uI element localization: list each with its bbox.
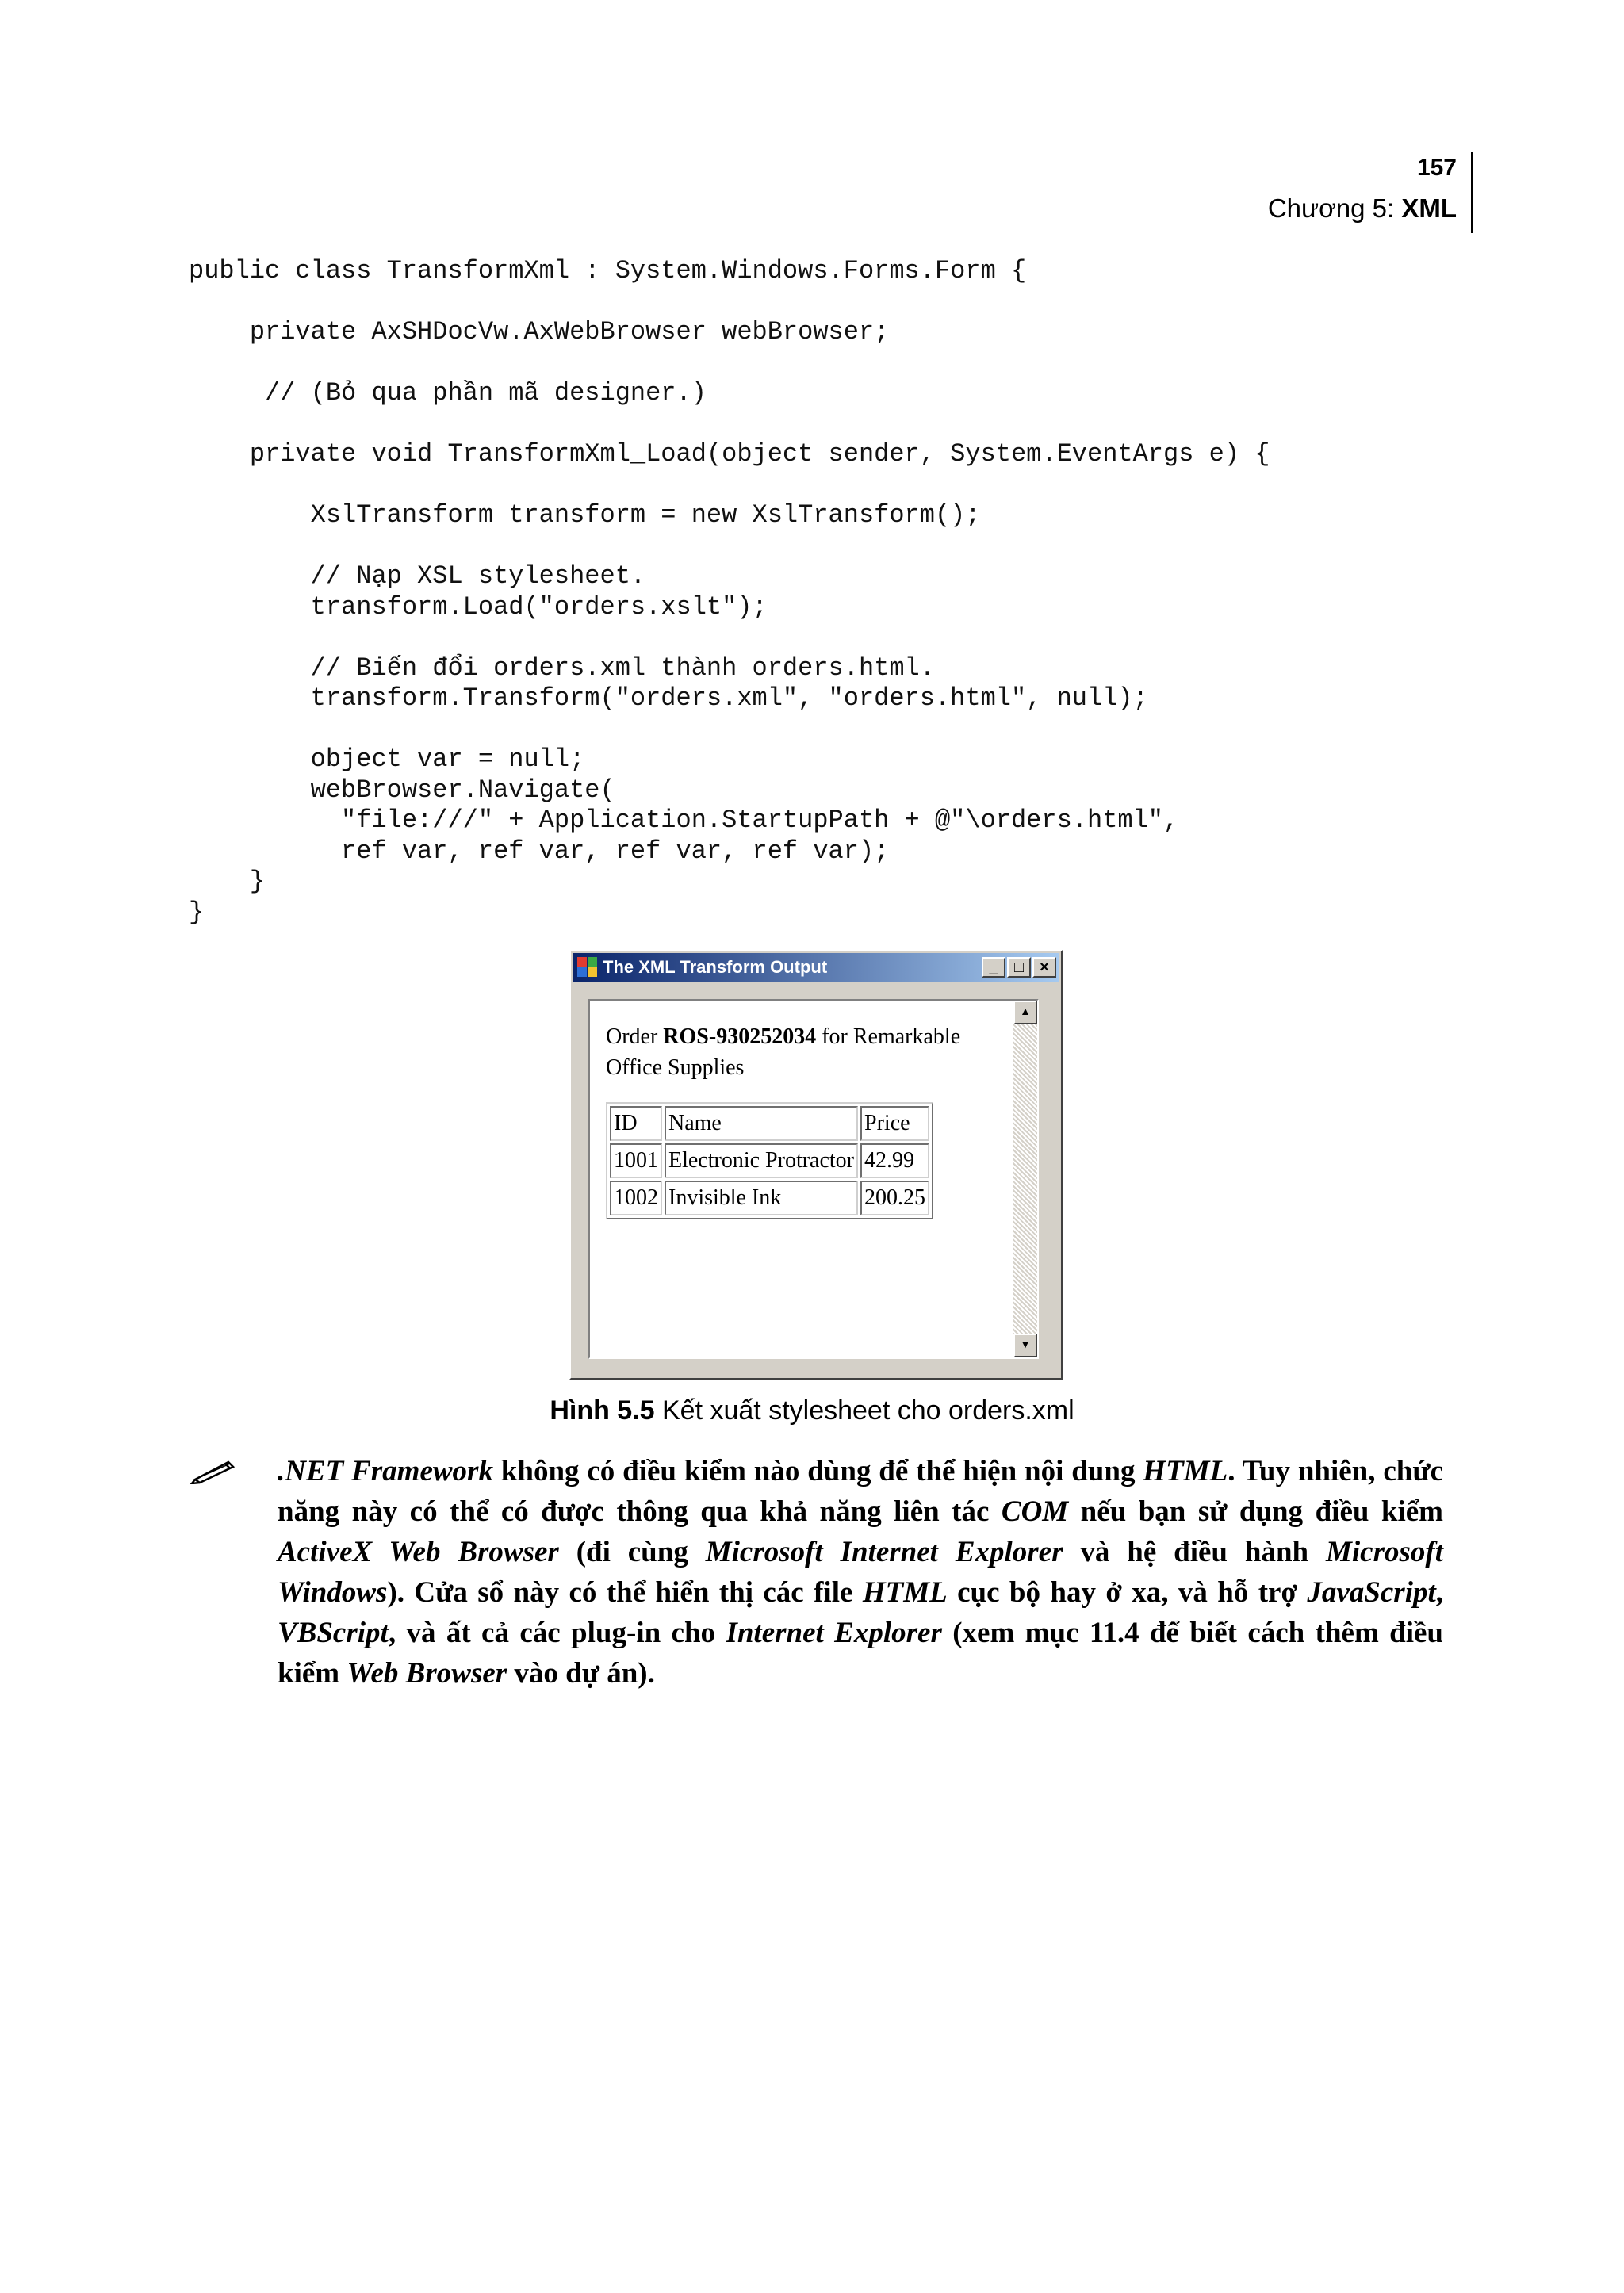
cell-price: 42.99	[860, 1143, 929, 1178]
note-fragment: nếu bạn sử dụng điều kiểm	[1068, 1495, 1444, 1528]
caption-text: Kết xuất stylesheet cho orders.xml	[654, 1395, 1074, 1426]
header-id: ID	[610, 1106, 662, 1141]
note-fragment: Microsoft Windows	[278, 1536, 1443, 1609]
app-icon	[577, 957, 598, 978]
browser-content	[606, 1021, 1002, 1219]
order-suffix: for Remarkable Office Supplies	[606, 1024, 961, 1080]
window-title: The XML Transform Output	[603, 957, 828, 977]
scroll-up-button[interactable]: ▲	[1013, 1001, 1037, 1024]
note-fragment: JavaScript	[1307, 1576, 1436, 1609]
header-name: Name	[665, 1106, 858, 1141]
chapter-title	[1268, 190, 1457, 227]
header-price: Price	[860, 1106, 929, 1141]
order-id: ROS-930252034	[663, 1024, 817, 1049]
order-prefix: Order	[606, 1024, 664, 1049]
table-header-row	[610, 1106, 929, 1141]
note-fragment: ,	[1435, 1576, 1444, 1609]
note-fragment: (xem mục 11.4 để biết cách thêm điều kiểm	[278, 1617, 1444, 1690]
close-button[interactable]: ×	[1032, 957, 1056, 978]
chapter-prefix: Chương 5:	[1267, 193, 1402, 223]
vertical-scrollbar[interactable]	[1013, 1001, 1037, 1357]
code-listing: public class TransformXml : System.Windows.Forms.Form { private AxSHDocVw.AxWebBrowser webBrowser; // (Bỏ qua phần mã designer.) private void TransformXml_Load(object sender, System.EventArgs e) { XslTransform transform = new XslTransform(); // Nạp XSL stylesheet. transform.Load("orders.xslt"); // Biến đổi orders.xml thành orders.html. transform.Transform("orders.xml", "orders.html", null); object var = null; webBrowser.Navigate( "file:///" + Application.StartupPath + @"\orders.html", ref var, ref var, ref var, ref var); } }	[189, 256, 1270, 927]
cell-id: 1002	[610, 1181, 662, 1215]
note-fragment: cục bộ hay ở xa, và hỗ trợ	[947, 1576, 1308, 1609]
page-header	[1268, 152, 1473, 233]
note-fragment: HTML	[862, 1576, 948, 1609]
figure-caption	[0, 1395, 1624, 1426]
note-fragment: (đi cùng	[558, 1536, 706, 1568]
order-heading	[606, 1021, 1002, 1083]
note-fragment: ). Cửa sổ này có thể hiển thị các file	[387, 1576, 863, 1609]
minimize-button[interactable]: _	[982, 957, 1005, 978]
xml-transform-window	[569, 950, 1063, 1380]
window-titlebar[interactable]	[573, 953, 1059, 982]
note-fragment: ActiveX Web Browser	[278, 1536, 559, 1568]
cell-price: 200.25	[860, 1181, 929, 1215]
note-fragment: COM	[1001, 1495, 1069, 1528]
table-row	[610, 1143, 929, 1178]
note-fragment: không có điều kiểm nào dùng để thể hiện nội dung	[492, 1455, 1143, 1487]
scroll-down-button[interactable]: ▼	[1013, 1334, 1037, 1357]
cell-name: Invisible Ink	[665, 1181, 858, 1215]
note-fragment: Microsoft Internet Explorer	[705, 1536, 1063, 1568]
maximize-button[interactable]: □	[1007, 957, 1031, 978]
note-fragment: Web Browser	[347, 1657, 508, 1690]
pencil-note-icon	[190, 1456, 238, 1484]
caption-label: Hình 5.5	[550, 1395, 655, 1426]
note-fragment: , và ất cả các plug-in cho	[388, 1617, 726, 1649]
page-number: 157	[1416, 155, 1457, 181]
note-fragment: .NET Framework	[278, 1455, 493, 1487]
orders-table	[606, 1102, 933, 1219]
cell-name: Electronic Protractor	[665, 1143, 858, 1178]
note-paragraph	[278, 1451, 1443, 1694]
note-fragment: và hệ điều hành	[1063, 1536, 1326, 1568]
note-fragment: HTML	[1143, 1455, 1228, 1487]
note-fragment: . Tuy nhiên, chức năng này có thể có được thông qua khả năng liên tác	[278, 1455, 1443, 1528]
table-row	[610, 1181, 929, 1215]
cell-id: 1001	[610, 1143, 662, 1178]
chapter-name: XML	[1401, 193, 1457, 223]
note-fragment: Internet Explorer	[726, 1617, 942, 1649]
note-fragment: VBScript	[278, 1617, 389, 1649]
note-fragment: vào dự án).	[507, 1657, 655, 1690]
web-browser-control[interactable]	[588, 999, 1039, 1359]
